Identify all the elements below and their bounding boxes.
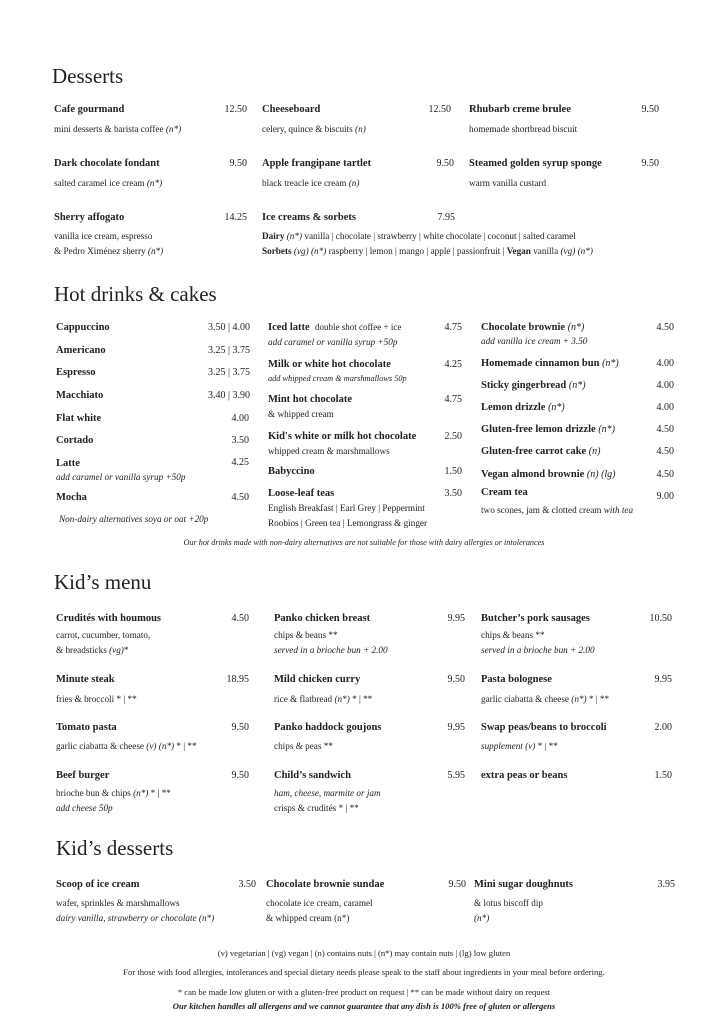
menu-item-name: Panko haddock goujons — [274, 722, 382, 733]
menu-item-name: Ice creams & sorbets — [262, 212, 356, 223]
menu-item-name: Gluten-free lemon drizzle (n*) — [481, 424, 615, 435]
menu-item-desc: brioche bun & chips (n*) * | ** add cheese 50p — [56, 788, 171, 813]
menu-item-price: 9.50 — [231, 722, 249, 733]
menu-item-price: 9.95 — [654, 674, 672, 685]
dietary-legend: (v) vegetarian | (vg) vegan | (n) contains nuts | (n*) may contain nuts | (lg) low gluten — [217, 948, 511, 958]
menu-item-desc: & lotus biscoff dip (n*) — [474, 898, 543, 923]
menu-item-price: 3.50 — [444, 488, 462, 499]
menu-item-name: Milk or white hot chocolate — [268, 359, 391, 370]
menu-item-desc: add whipped cream & marshmallows 50p — [268, 374, 407, 383]
menu-item-name: Cortado — [56, 435, 94, 446]
menu-item-price: 3.50 | 4.00 — [207, 322, 250, 333]
menu-item-price: 9.50 — [447, 674, 465, 685]
menu-item-price: 4.50 — [656, 469, 674, 480]
menu-item-desc: English Breakfast | Earl Grey | Peppermint Roobios | Green tea | Lemongrass & ginger — [268, 503, 428, 528]
menu-item-desc: carrot, cucumber, tomato, & breadsticks (vg)* — [56, 630, 151, 655]
menu-item-desc: chocolate ice cream, caramel & whipped cream (n*) — [266, 898, 373, 923]
menu-item-price: 9.50 — [448, 879, 466, 890]
menu-item-name: Vegan almond brownie (n) (lg) — [481, 469, 616, 480]
allergy-note: For those with food allergies, intolerances and special dietary needs please speak to the staff about ingredients in your meal before ordering. — [123, 967, 605, 977]
menu-item-name: Mini sugar doughnuts — [474, 879, 574, 890]
menu-item-price: 2.00 — [654, 722, 672, 733]
menu-item-name: Butcher’s pork sausages — [481, 613, 590, 624]
menu-item-name: Beef burger — [56, 770, 110, 781]
menu-item-price: 4.50 — [656, 446, 674, 457]
menu-item-price: 4.50 — [231, 492, 249, 503]
menu-item-name: Cafe gourmand — [54, 104, 125, 115]
menu-item-name: Pasta bolognese — [481, 674, 552, 685]
menu-item-name: Macchiato — [56, 390, 104, 401]
desserts-title: Desserts — [52, 64, 124, 88]
menu-item-price: 4.00 — [656, 358, 674, 369]
menu-item-name: Apple frangipane tartlet — [262, 158, 372, 169]
menu-item-desc: add caramel or vanilla syrup +50p — [56, 472, 186, 482]
menu-item-name: Americano — [56, 345, 106, 356]
menu-item-price: 4.25 — [231, 457, 249, 468]
hot-drinks-note: Our hot drinks made with non-dairy alternatives are not suitable for those with dairy allergies or intolerances — [183, 538, 545, 547]
menu-item-price: 9.50 — [231, 770, 249, 781]
menu-item-price: 4.75 — [444, 322, 462, 333]
menu-item-name: Cream tea — [481, 487, 528, 498]
menu-item-name: Child’s sandwich — [274, 770, 351, 781]
menu-item-name: Kid's white or milk hot chocolate — [268, 431, 417, 442]
menu-item-price: 3.50 — [238, 879, 256, 890]
menu-item-desc: chips & beans ** served in a brioche bun + 2.00 — [481, 630, 595, 655]
menu-item-name: Latte — [56, 458, 80, 469]
menu-item-price: 9.00 — [656, 491, 674, 502]
menu-item-price: 4.50 — [656, 322, 674, 333]
menu-item-name: Flat white — [56, 413, 102, 424]
menu-item-name: extra peas or beans — [481, 770, 568, 781]
menu-item-desc: two scones, jam & clotted cream with tea — [481, 505, 634, 515]
kids-menu-title: Kid’s menu — [54, 570, 152, 594]
menu-item-name: Sherry affogato — [54, 212, 125, 223]
menu-item-price: 4.50 — [231, 613, 249, 624]
menu-item-name: Espresso — [56, 367, 96, 378]
menu-item-price: 12.50 — [224, 104, 247, 115]
menu-item-price: 4.50 — [656, 424, 674, 435]
menu-item-desc: supplement (v) * | ** — [481, 741, 558, 751]
menu-item-desc: black treacle ice cream (n) — [262, 178, 360, 188]
menu-item-name: Steamed golden syrup sponge — [469, 158, 602, 169]
gluten-dairy-note: * can be made low gluten or with a gluten-free product on request | ** can be made without dairy on request — [177, 987, 551, 997]
non-dairy-note: Non-dairy alternatives soya or oat +20p — [59, 514, 209, 524]
kids-desserts-title: Kid’s desserts — [56, 836, 174, 860]
menu-item-desc: rice & flatbread (n*) * | ** — [274, 694, 373, 704]
menu-item-name: Mild chicken curry — [274, 674, 361, 685]
menu-item-price: 9.95 — [447, 613, 465, 624]
menu-item-price: 9.50 — [641, 158, 659, 169]
menu-item-name: Chocolate brownie sundae — [266, 879, 385, 890]
menu-item-desc: chips & peas ** — [274, 741, 333, 751]
menu-item-desc: fries & broccoli * | ** — [56, 694, 137, 704]
menu-item-name: Gluten-free carrot cake (n) — [481, 446, 601, 457]
menu-item-desc: wafer, sprinkles & marshmallows dairy vanilla, strawberry or chocolate (n*) — [56, 898, 215, 923]
menu-item-name: Homemade cinnamon bun (n*) — [481, 358, 619, 369]
menu-item-name: Chocolate brownie (n*) — [481, 322, 585, 333]
allergen-warning: Our kitchen handles all allergens and we cannot guarantee that any dish is 100% free of gluten or allergens — [172, 1001, 556, 1011]
menu-item-price: 7.95 — [437, 212, 455, 223]
menu-item-price: 9.95 — [447, 722, 465, 733]
menu-item-name: Cappuccino — [56, 322, 110, 333]
menu-item-desc: warm vanilla custard — [469, 178, 547, 188]
menu-item-price: 9.50 — [436, 158, 454, 169]
menu-item-desc: add vanilla ice cream + 3.50 — [481, 336, 588, 346]
menu-item-name: Loose-leaf teas — [268, 488, 335, 499]
menu-item-price: 1.50 — [444, 466, 462, 477]
menu-item-price: 1.50 — [654, 770, 672, 781]
menu-item-desc: garlic ciabatta & cheese (n*) * | ** — [481, 694, 610, 704]
menu-item-desc: vanilla ice cream, espresso & Pedro Ximénez sherry (n*) — [54, 231, 164, 256]
menu-item-price: 3.25 | 3.75 — [207, 367, 250, 378]
menu-item-name: Dark chocolate fondant — [54, 158, 160, 169]
menu-item-name: Swap peas/beans to broccoli — [481, 722, 607, 733]
menu-item-desc: mini desserts & barista coffee (n*) — [54, 124, 182, 134]
menu-item-price: 14.25 — [224, 212, 247, 223]
menu-item-price: 2.50 — [444, 431, 462, 442]
menu-item-name: Crudités with houmous — [56, 613, 162, 624]
menu-item-desc: homemade shortbread biscuit — [469, 124, 578, 134]
menu-item-name: Mint hot chocolate — [268, 394, 352, 405]
menu-item-price: 4.25 — [444, 359, 462, 370]
menu-item-price: 3.40 | 3.90 — [207, 390, 250, 401]
menu-item-desc: whipped cream & marshmallows — [268, 446, 390, 456]
menu-item-name: Minute steak — [56, 674, 115, 685]
menu-item-name: Mocha — [56, 492, 87, 503]
menu-item-price: 4.00 — [656, 402, 674, 413]
menu-item-price: 9.50 — [641, 104, 659, 115]
menu-item-name: Iced latte double shot coffee + ice — [268, 322, 402, 333]
menu-item-price: 4.00 — [231, 413, 249, 424]
menu-item-desc: & whipped cream — [268, 409, 334, 419]
hot-drinks-title: Hot drinks & cakes — [54, 282, 217, 306]
menu-item-name: Sticky gingerbread (n*) — [481, 380, 586, 391]
menu-item-desc: salted caramel ice cream (n*) — [54, 178, 163, 188]
menu-item-desc: chips & beans ** served in a brioche bun + 2.00 — [274, 630, 388, 655]
menu-item-desc: add caramel or vanilla syrup +50p — [268, 337, 398, 347]
menu-item-price: 4.00 — [656, 380, 674, 391]
menu-item-price: 3.25 | 3.75 — [207, 345, 250, 356]
menu-item-name: Babyccino — [268, 466, 315, 477]
menu-item-desc: ham, cheese, marmite or jam crisps & crudités * | ** — [274, 788, 381, 813]
menu-item-name: Panko chicken breast — [274, 613, 371, 624]
menu-item-name: Cheeseboard — [262, 104, 321, 115]
menu-item-price: 5.95 — [447, 770, 465, 781]
menu-item-price: 3.50 — [231, 435, 249, 446]
menu-item-desc: garlic ciabatta & cheese (v) (n*) * | ** — [56, 741, 197, 751]
ice-cream-flavours: Dairy (n*) vanilla | chocolate | strawberry | white chocolate | coconut | salted caramel Sorbets (vg) (n*) raspberry | lemon | mango | apple | passionfruit | Vegan vanilla (vg) (n*) — [262, 231, 593, 256]
menu-item-name: Scoop of ice cream — [56, 879, 140, 890]
menu-item-name: Rhubarb creme brulee — [469, 104, 571, 115]
menu-item-name: Tomato pasta — [56, 722, 117, 733]
menu-item-price: 12.50 — [428, 104, 451, 115]
menu-item-desc: celery, quince & biscuits (n) — [262, 124, 366, 134]
menu-item-price: 10.50 — [649, 613, 672, 624]
menu-item-price: 3.95 — [657, 879, 675, 890]
menu-item-price: 9.50 — [229, 158, 247, 169]
menu-item-name: Lemon drizzle (n*) — [481, 402, 565, 413]
menu-item-price: 18.95 — [226, 674, 249, 685]
menu-item-price: 4.75 — [444, 394, 462, 405]
